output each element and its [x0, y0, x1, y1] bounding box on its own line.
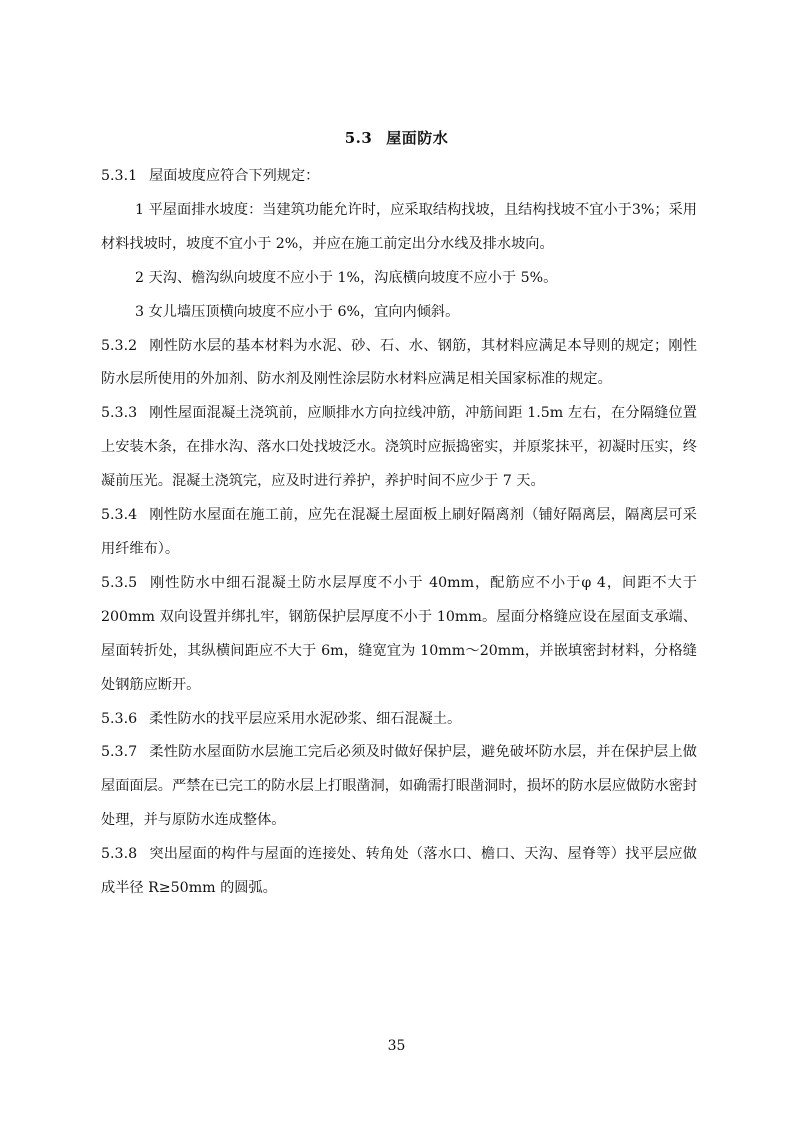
clause-item-1 — [101, 194, 697, 262]
clause-text: 柔性防水的找平层应采用水泥砂浆、细石混凝土。 — [149, 710, 462, 727]
clause-item-text: 3 女儿墙压顶横向坡度不应小于 6%，宜向内倾斜。 — [135, 303, 460, 320]
section-number: 5.3 — [344, 129, 373, 147]
clause-5-3-2 — [101, 330, 697, 398]
clause-5-3-3 — [101, 397, 697, 499]
clause-number: 5.3.1 — [101, 168, 138, 184]
clause-text: 刚性防水屋面在施工前，应先在混凝土屋面板上刷好隔离剂（铺好隔离层，隔离层可采用纤维布）。 — [101, 507, 697, 557]
clause-item-2 — [101, 262, 697, 296]
section-heading — [0, 127, 793, 148]
clause-5-3-1 — [101, 160, 697, 194]
clause-text: 柔性防水屋面防水层施工完后必须及时做好保护层，避免破坏防水层，并在保护层上做屋面面层。严禁在已完工的防水层上打眼凿洞，如确需打眼凿洞时，损坏的防水层应做防水密封处理，并与原防水连成整体。 — [101, 744, 697, 829]
clause-number: 5.3.3 — [101, 405, 138, 422]
clause-text: 刚性防水中细石混凝土防水层厚度不小于 40mm，配筋应不小于φ 4，间距不大于 200mm 双向设置并绑扎牢，钢筋保护层厚度不小于 10mm。屋面分格缝应设在屋面支承端、屋面转折处，其纵横间距应不大于 6m，缝宽宜为 10mm～20mm，并嵌填密封材料，分格缝处钢筋应断开。 — [101, 574, 697, 693]
clause-text: 刚性屋面混凝土浇筑前，应顺排水方向拉线冲筋，冲筋间距 1.5m 左右，在分隔缝位置上安装木条，在排水沟、落水口处找坡泛水。浇筑时应振捣密实，并原浆抹平，初凝时压实，终凝前压光。混凝土浇筑完，应及时进行养护，养护时间不应少于 7 天。 — [101, 405, 697, 490]
clause-number: 5.3.2 — [101, 337, 138, 354]
clause-text: 刚性防水层的基本材料为水泥、砂、石、水、钢筋，其材料应满足本导则的规定；刚性防水层所使用的外加剂、防水剂及刚性涂层防水材料应满足相关国家标准的规定。 — [101, 337, 697, 388]
clause-number: 5.3.8 — [101, 846, 138, 863]
clause-text: 屋面坡度应符合下列规定： — [149, 168, 320, 184]
clause-5-3-7 — [101, 736, 697, 838]
clause-number: 5.3.6 — [101, 710, 138, 727]
section-title: 屋面防水 — [386, 129, 449, 147]
clause-number: 5.3.7 — [101, 744, 138, 761]
clause-text: 突出屋面的构件与屋面的连接处、转角处（落水口、檐口、天沟、屋脊等）找平层应做成半径 R≥50mm 的圆弧。 — [101, 846, 697, 897]
page-number: 35 — [387, 1038, 406, 1054]
section-body — [101, 160, 697, 906]
clause-number: 5.3.4 — [101, 507, 138, 524]
clause-5-3-5 — [101, 567, 697, 703]
clause-item-3 — [101, 296, 697, 330]
clause-5-3-4 — [101, 499, 697, 567]
clause-5-3-6 — [101, 703, 697, 737]
clause-5-3-8 — [101, 838, 697, 906]
clause-item-text: 2 天沟、檐沟纵向坡度不应小于 1%，沟底横向坡度不应小于 5%。 — [135, 269, 558, 286]
clause-item-text: 1 平屋面排水坡度：当建筑功能允许时，应采取结构找坡，且结构找坡不宜小于3%；采用材料找坡时，坡度不宜小于 2%，并应在施工前定出分水线及排水坡向。 — [101, 201, 697, 252]
clause-number: 5.3.5 — [101, 574, 138, 591]
